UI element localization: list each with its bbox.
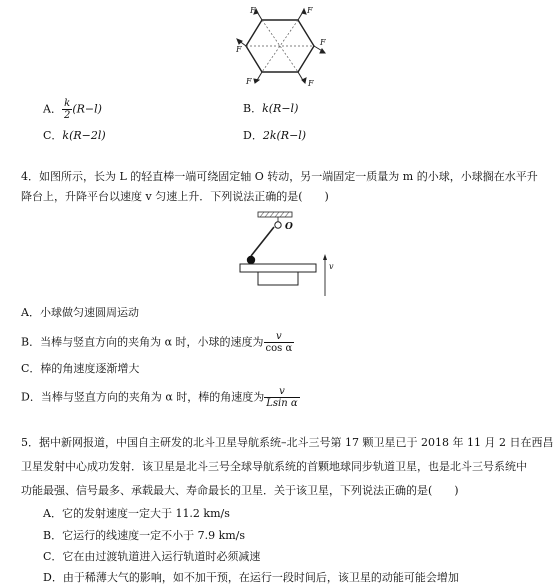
force-label: F [236,45,242,54]
q5-option-d: D．由于稀薄大气的影响，如不加干预，在运行一段时间后，该卫星的动能可能会增加 [43,571,459,584]
ball [247,256,255,264]
force-label: F [308,79,314,88]
axis-label-o: O [285,222,293,232]
rod-platform-figure [236,208,336,300]
q5-option-a: A．它的发射速度一定大于 11.2 km/s [43,507,230,520]
force-label: F [307,6,313,15]
option-a-prev: A． $\frac{k}{2}$ (R−l) [43,98,102,121]
q5-stem-line2: 卫星发射中心成功发射．该卫星是北斗三号全球导航系统的首颗地球同步轨道卫星，也是北斗三号系统中 [21,460,527,473]
option-b-prev: B．k(R−l) [243,102,299,115]
force-label: F [246,77,252,86]
q5-option-b: B．它运行的线速度一定不小于 7.9 km/s [43,529,246,542]
q4-option-c: C．棒的角速度逐渐增大 [21,362,140,375]
option-d-prev: D．2k(R−l) [243,129,307,142]
platform-base [258,272,298,285]
velocity-label: v [329,262,334,271]
axis-o [275,222,281,228]
q5-option-c: C．它在由过渡轨道进入运行轨道时必须减速 [43,550,261,563]
q4-option-a: A．小球做匀速圆周运动 [21,306,139,319]
q4-option-b: B．当棒与竖直方向的夹角为 α 时，小球的速度为 $\frac{v}{\text{cos α}}$ [21,331,293,354]
q5-stem-line1: 5．据中新网报道，中国自主研发的北斗卫星导航系统–北斗三号第 17 颗卫星已于 2018 年 11 月 2 日在西昌 [21,436,554,449]
q4-stem-line2: 降台上，升降平台以速度 v 匀速上升．下列说法正确的是( ) [21,190,329,203]
platform-top [240,264,316,272]
q4-option-d: D．当棒与竖直方向的夹角为 α 时，棒的角速度为 $\frac{v}{\text{Lsin α}}$ [21,386,298,409]
hexagon-force-figure [236,4,328,88]
force-label: F [320,38,326,47]
option-c-prev: C．k(R−2l) [43,129,106,142]
q5-stem-line3: 功能最强、信号最多、承载最大、寿命最长的卫星．关于该卫星，下列说法正确的是( ) [21,484,459,497]
q4-stem-line1: 4．如图所示，长为 L 的轻直棒一端可绕固定轴 O 转动，另一端固定一质量为 m 的小球，小球搁在水平升 [21,170,538,183]
force-label: F [250,6,256,15]
